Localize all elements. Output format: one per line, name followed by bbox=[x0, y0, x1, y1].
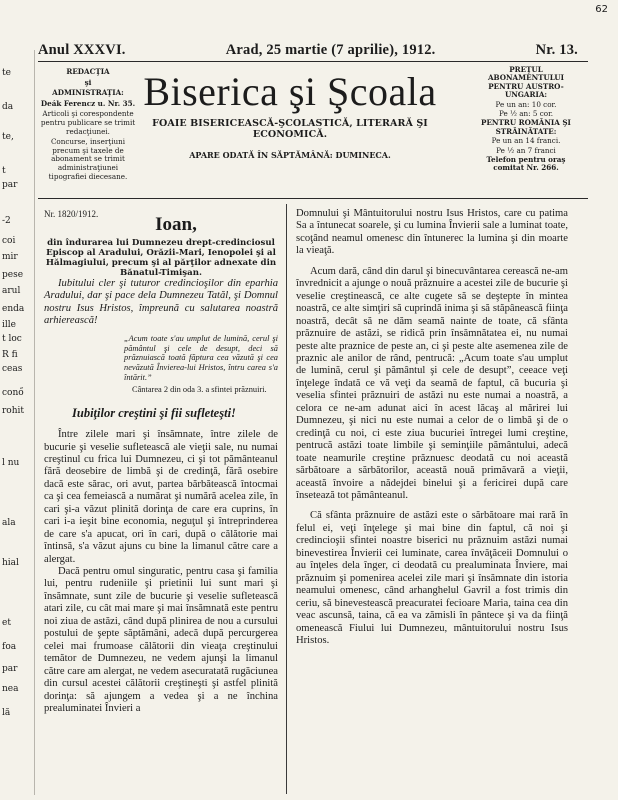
issue-number: Nr. 13. bbox=[535, 42, 578, 58]
price-half-year: Pe ½ an: 5 cor. bbox=[498, 109, 554, 119]
margin-fragment-text: ceas bbox=[2, 364, 23, 374]
margin-fragment-text: hial bbox=[2, 558, 19, 568]
redaction-title: REDACŢIA bbox=[66, 67, 110, 76]
newspaper-title: Biserica şi Şcoala bbox=[143, 69, 437, 114]
margin-fragment-text: coi bbox=[2, 236, 16, 246]
price-title: PREŢUL ABONAMENTULUI PENTRU AUSTRO-UNGARIA: bbox=[487, 65, 565, 100]
margin-fragment-text: t loc bbox=[2, 334, 22, 344]
margin-fragment-text: da bbox=[2, 102, 14, 112]
right-column bbox=[296, 208, 568, 647]
margin-fragment-text: conő bbox=[2, 388, 24, 398]
adjacent-page-fragment bbox=[0, 58, 34, 800]
margin-fragment-text: nea bbox=[2, 684, 19, 694]
redaction-and: şi bbox=[84, 77, 92, 87]
redaction-contributions-note: Concurse, inserţiuni precum şi taxele de abonament se trimit administraţiunei tipografiei diecesane. bbox=[48, 137, 128, 181]
subscription-price-box bbox=[470, 66, 582, 174]
page-mark: 62 bbox=[595, 4, 608, 15]
column-separator bbox=[286, 204, 287, 794]
paragraph: Domnului şi Mântuitorului nostru Isus Hristos, care cu patima Sa a întunecat soarele, şi cu lumina Învierii sale a luminat toate, scoţând neamul omenesc din întunerec la lumina şi din moarte la vieaţă. bbox=[296, 208, 568, 257]
margin-fragment-text: rohit bbox=[2, 406, 25, 416]
epigraph bbox=[124, 334, 278, 395]
margin-fragment-text: ala bbox=[2, 518, 16, 528]
header-rule bbox=[38, 61, 588, 62]
margin-fragment-text: ille bbox=[2, 320, 16, 330]
margin-fragment-text: R fi bbox=[2, 350, 18, 360]
administration-title: ADMINISTRAŢIA: bbox=[52, 88, 124, 98]
redaction-articles-note: Articoli şi corespondente pentru publicare se trimit redacţiunei. bbox=[40, 109, 136, 136]
margin-fragment-text: foa bbox=[2, 642, 17, 652]
masthead-rule bbox=[38, 198, 588, 199]
paragraph: Dacă pentru omul singuratic, pentru casa şi familia lui, pentru rudeniile şi prietinii lui sunt mari şi însămnate, sunt zile de bucurie şi veselie sufletească atari zile, cu cât mai mare şi mai însămnată este pentru noi ziua de astăzi, când după plinirea de nou a cursului postului de şepte săptămâni, adecă după percurgerea celei mai frumoase călătorii din vieaţa creştinului temător de Dumnezeu, ne vedem ajunşi la limanul către care am alergat, ne vedem asecuratată rugăciunea din cursul acestei călătorii creştineşti şi astfel plinită dorinţa: să ajungem a vedea şi a ne închina prealuminatei Învieri a bbox=[44, 566, 278, 715]
telephone-note: Telefon pentru oraş comitat Nr. 266. bbox=[486, 155, 566, 173]
issue-volume: Anul XXXVI. bbox=[38, 42, 126, 58]
margin-fragment-text: arul bbox=[2, 286, 21, 296]
masthead bbox=[140, 70, 440, 160]
paragraph: Acum dară, când din darul şi binecuvântarea cerească ne-am învrednicit a ajunge o nouă prăznuire a acestei zile de bucurie şi veselie creştinească, ce alte cugete să se deştepte în mintea noastră, ce alte simţiri să cuprindă inima şi să stăpânească fiinţa noastră, decât să ne dăm seamă nainte de toate, că sfânta prăznuire de astăzi, se ridică prin însămnătatea ei, nu numai peste alte praznice de peste an, ci şi peste alte asemenea zile de praznic ale anilor de rând, pentrucă: „Acum toate s'au umplut de lumină, cerul şi pământul şi cele de desupt”, ceeace veţi înţelege îndată ce vă veţi da seamă de faptul, că bucuria şi veselia sfintei prăznuiri de astăzi nu este numai a noastră, a celora ce ne-am adunat aici în acest lăcaş al mărirei lui Dumnezeu, şi nici nu este numai a celor de o limbă şi de o credinţă cu noi, ci este ziua bucuriei întregei lumi creştine, pentrucă astăzi toate limbile şi seminţiile pământului, adecă toate neamurile creştine prăznuesc deodată cu noi această sărbătoare a sărbătorilor, această nouă primăvară a vieţii, această învoire a nădejdei binelui şi a fericirei după care însetează tot pământeanul. bbox=[296, 265, 568, 501]
margin-fragment-text: -2 bbox=[2, 216, 11, 226]
margin-fragment-text: enda bbox=[2, 304, 25, 314]
price-foreign-half-year: Pe ½ an 7 franci bbox=[496, 145, 556, 155]
bishop-name: Ioan, bbox=[155, 214, 197, 235]
margin-fragment-text: l nu bbox=[2, 458, 20, 468]
margin-fragment-text: par bbox=[2, 664, 18, 674]
margin-fragment-text: lă bbox=[2, 708, 11, 718]
margin-fragment-text: te bbox=[2, 68, 11, 78]
redaction-box bbox=[40, 68, 136, 183]
margin-fragment-text: t bbox=[2, 166, 6, 176]
left-column bbox=[44, 208, 278, 715]
margin-fragment-text: et bbox=[2, 618, 11, 628]
margin-fragment-text: pese bbox=[2, 270, 24, 280]
publication-frequency: APARE ODATĂ ÎN SĂPTĂMÂNĂ: DUMINECA. bbox=[189, 150, 391, 160]
margin-edge bbox=[34, 50, 35, 795]
paragraph: Că sfânta prăznuire de astăzi este o sărbătoare mai rară în felul ei, veţi înţelege şi mai bine din faptul, că noi şi credincioşii sfintei noastre biserici nu prăznuim astăzi numai binevestirea Învierii cei luminate, carea învăţăceii Domnului o au înţeles dela înger, ci deodată cu prealuminata Înviere, mai prăznuim şi pomenirea acelei zile mari şi însămnate din istoria neamului omenesc, când arhanghelul Gavril a fost trimis din ceriu, să binevestească preacuratei fecioare Maria, taina cea din veac ascunsă, taina, că ea va zămisli în pântece şi va da fiinţă omenească Fiului lui Dumnezeu, mântuitorului nostru Isus Hristos. bbox=[296, 510, 568, 646]
epigraph-reference: Cântarea 2 din oda 3. a sfintei prăznuiri. bbox=[132, 384, 267, 394]
price-foreign-title: PENTRU ROMÂNIA ŞI STRĂINĂTATE: bbox=[481, 118, 571, 136]
bishop-title: din îndurarea lui Dumnezeu drept-credinciosul Episcop al Aradului, Orăzii-Mari, Ienopolei şi al Hălmagiului, precum şi al părţilor adnexate din Bănatul-Timişan. bbox=[45, 238, 277, 278]
price-year: Pe un an: 10 cor. bbox=[495, 99, 557, 109]
document-number: Nr. 1820/1912. bbox=[44, 209, 99, 219]
epigraph-quote: „Acum toate s'au umplut de lumină, cerul şi pământul şi cele de desupt, deci să prăznuiască toată făptura cea văzută şi cea nevăzută Învierea-lui Hristos, întru carea s'a întărit.” bbox=[124, 333, 278, 382]
margin-fragment-text: par bbox=[2, 180, 18, 190]
margin-fragment-text: mir bbox=[2, 252, 18, 262]
address-line: Iubiţilor creştini şi fii sufleteşti! bbox=[72, 405, 236, 420]
issue-header bbox=[38, 42, 578, 59]
redaction-address: Deák Ferencz u. Nr. 35. bbox=[40, 98, 136, 108]
newspaper-subtitle: FOAIE BISERICEASCĂ-ŞCOLASTICĂ, LITERARĂ ŞI ECONOMICĂ. bbox=[152, 118, 428, 140]
margin-fragment-text: te, bbox=[2, 132, 14, 142]
price-foreign-year: Pe un an 14 franci. bbox=[491, 136, 561, 146]
paragraph: Între zilele mari şi însămnate, între zilele de bucurie şi veselie sufletească ale vieţii sale, nu numai creştinul cu frica lui Dumnezeu, ci şi tot pământeanul fără deosebire de limbă şi de credinţă, fără osebire dacă este sărac, ori avut, partea bărbătească întocmai ca şi cea femeiască a numărat şi numără acelea zile, în cari şi-a văzut plinită dorinţa de care era cuprins, în cari i-a ieşit bine economia, neguţul şi întreprinderea de care s'a apucat, ori în cari, după o călătorie mai întinsă, s'a văzut ajuns cu bine la limanul către care a alergat. bbox=[44, 429, 278, 565]
issue-place-date: Arad, 25 martie (7 aprilie), 1912. bbox=[225, 42, 436, 58]
pastoral-greeting: Iubitului cler şi tuturor credincioşilor din eparhia Aradului, dar şi pace dela Dumnezeu Tatăl, şi Domnul nostru Isus Hristos, împreună cu salutarea noastră arhierească! bbox=[44, 278, 278, 327]
